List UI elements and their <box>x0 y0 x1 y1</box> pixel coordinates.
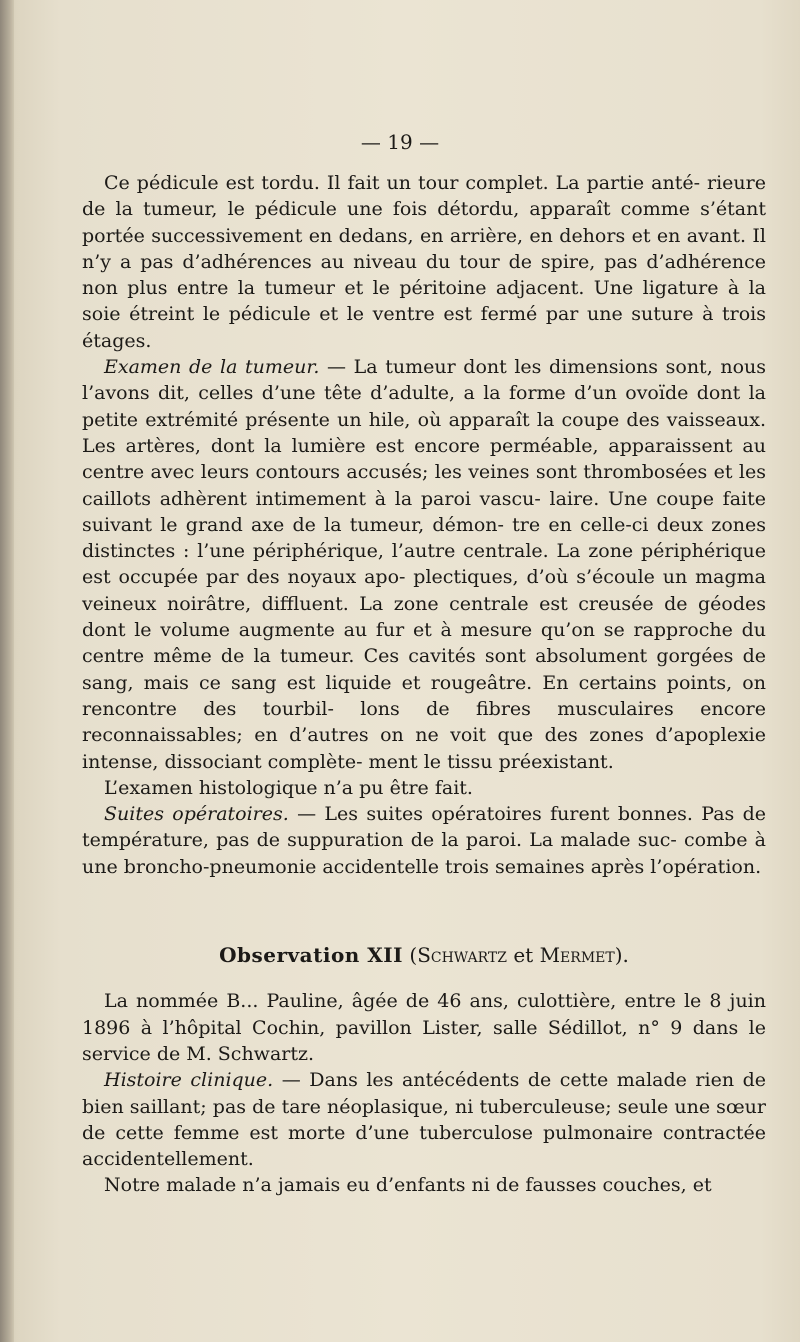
paragraph-pedicule: Ce pédicule est tordu. Il fait un tour complet. La partie anté- rieure de la tumeur, le pédicule une fois détordu, apparaît comme s’étant portée successivement en dedans, en arrière, en dehors et en avant. Il n’y a pas d’adhérences au niveau du tour de spire, pas d’adhérence non plus entre la tumeur et le péritoine adjacent. Une ligature à la soie étreint le pédicule et le ventre est fermé par une suture à trois étages. <box>82 172 766 352</box>
histoire-title: Histoire clinique. <box>104 1069 274 1092</box>
observation-and: et <box>506 943 540 968</box>
observation-heading <box>82 942 766 968</box>
paragraph-histoire <box>82 1067 766 1172</box>
paragraph-examen <box>82 354 766 775</box>
examen-title: Examen de la tumeur. <box>104 356 320 379</box>
body-text <box>82 170 766 1199</box>
paragraph-histologie: L’examen histologique n’a pu être fait. <box>104 776 473 799</box>
suites-title: Suites opératoires. <box>104 803 289 826</box>
observation-label: Observation XII <box>219 943 404 968</box>
paragraph-suites <box>82 801 766 880</box>
observation-author-2: Mermet <box>539 943 615 968</box>
histoire-text: — Dans les antécédents de cette malade rien de bien saillant; pas de tare néoplasique, ni tuberculeuse; seule une sœur de cette femme est morte d’une tuberculose pulmonaire contractée accidentellement. <box>82 1069 766 1171</box>
examen-text: — La tumeur dont les dimensions sont, nous l’avons dit, celles d’une tête d’adulte, a la forme d’un ovoïde dont la petite extrémité présente un hile, où apparaît la coupe des vaisseaux. Les artères, dont la lumière est encore perméable, apparaissent au centre avec leurs contours accusés; les veines sont thrombosées et les caillots adhèrent intimement à la paroi vascu- laire. Une coupe faite suivant le grand axe de la tumeur, démon- tre en celle-ci deux zones distinctes : l’une périphérique, l’autre centrale. La zone périphérique est occupée par des noyaux apo- plectiques, d’où s’écoule un magma veineux noirâtre, diffluent. La zone centrale est creusée de géodes dont le volume augmente au fur et à mesure qu’on se rapproche du centre même de la tumeur. Ces cavités sont absolument gorgées de sang, mais ce sang est liquide et rougeâtre. En certains points, on rencontre des tourbil- lons de fibres musculaires encore reconnaissables; en d’autres on ne voit que des zones d’apoplexie intense, dissociant complète- ment le tissu préexistant. <box>82 356 766 773</box>
page-binding-edge <box>0 0 14 1342</box>
observation-paren-open: ( <box>403 943 418 968</box>
observation-author-1: Schwartz <box>417 943 507 968</box>
page-number: — 19 — <box>360 130 440 154</box>
paragraph-last-line: Notre malade n’a jamais eu d’enfants ni de fausses couches, et <box>104 1174 712 1197</box>
observation-paren-close: ). <box>614 943 629 968</box>
paragraph-patient: La nommée B... Pauline, âgée de 46 ans, culottière, entre le 8 juin 1896 à l’hôpital Cochin, pavillon Lister, salle Sédillot, n° 9 dans le service de M. Schwartz. <box>82 990 766 1065</box>
suites-text: — Les suites opératoires furent bonnes. Pas de température, pas de suppuration de la paroi. La malade suc- combe à une broncho-pneumonie accidentelle trois semaines après l’opération. <box>82 803 766 878</box>
